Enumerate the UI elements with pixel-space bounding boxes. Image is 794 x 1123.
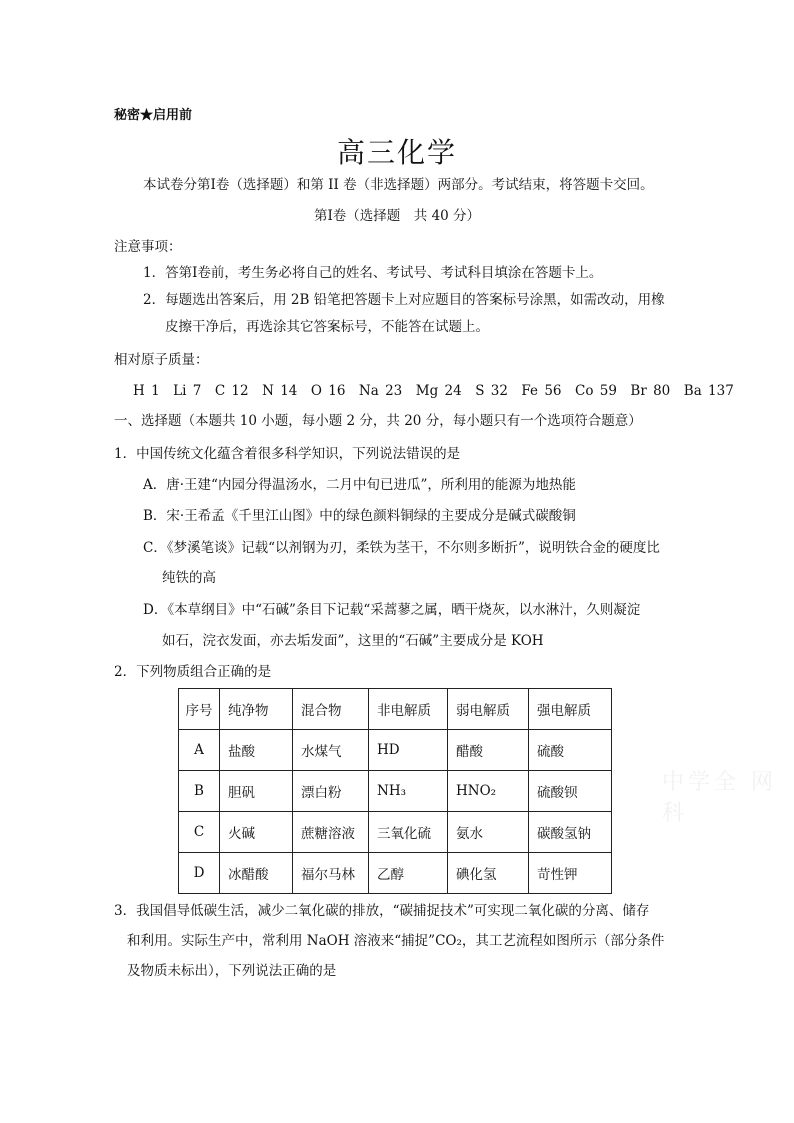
table-cell: NH₃ [369, 771, 448, 812]
notice-heading: 注意事项： [114, 239, 182, 255]
notice-item-1: 1．答第Ⅰ卷前，考生务必将自己的姓名、考试号、考试科目填涂在答题卡上。 [143, 265, 603, 281]
table-cell: 三氧化硫 [369, 812, 448, 853]
table-cell: 硫酸钡 [529, 771, 612, 812]
table-cell: 氨水 [448, 812, 529, 853]
table-header-cell: 弱电解质 [448, 689, 529, 730]
table-cell: 福尔马林 [293, 853, 369, 894]
atomic-mass-heading: 相对原子质量： [114, 352, 209, 368]
table-cell: 苛性钾 [529, 853, 612, 894]
table-header-cell: 非电解质 [369, 689, 448, 730]
table-cell: 水煤气 [293, 730, 369, 771]
table-cell: 冰醋酸 [220, 853, 293, 894]
table-cell: A [179, 730, 220, 771]
question-1-option-d-continued: 如石，浣衣发面，亦去垢发面”，这里的“石碱”主要成分是 KOH [162, 633, 544, 649]
question-3-stem-line-2: 和利用。实际生产中，常利用 NaOH 溶液来“捕捉”CO₂，其工艺流程如图所示（部分条件 [127, 933, 665, 949]
table-cell: 乙醇 [369, 853, 448, 894]
table-cell: B [179, 771, 220, 812]
question-3-stem-line-3: 及物质未标出），下列说法正确的是 [127, 963, 337, 979]
atomic-mass-values: H 1 Li 7 C 12 N 14 O 16 Na 23 Mg 24 S 32 Fe 56 Co 59 Br 80 Ba 137 [133, 383, 734, 399]
notice-item-2: 2．每题选出答案后，用 2B 铅笔把答题卡上对应题目的答案标号涂黑，如需改动，用橡 [143, 292, 665, 308]
table-header-cell: 序号 [179, 689, 220, 730]
question-2-stem: 2．下列物质组合正确的是 [114, 664, 272, 680]
page-title: 高三化学 [336, 136, 457, 169]
table-cell: HNO₂ [448, 771, 529, 812]
question-1-option-a: A．唐·王建“内园分得温汤水，二月中旬已进瓜”，所利用的能源为地热能 [143, 477, 576, 493]
table-cell: 醋酸 [448, 730, 529, 771]
question-1-option-d: D．《本草纲目》中“石碱”条目下记载“采蒿蓼之属，晒干烧灰，以水淋汁，久则凝淀 [143, 602, 641, 618]
question-1-option-b: B．宋·王希孟《千里江山图》中的绿色颜料铜绿的主要成分是碱式碳酸铜 [143, 508, 576, 524]
table-cell: 硫酸 [529, 730, 612, 771]
part-one-heading: 第Ⅰ卷（选择题 共 40 分） [313, 208, 481, 224]
substance-table [178, 688, 612, 894]
table-row [179, 812, 612, 853]
table-row [179, 853, 612, 894]
question-3-stem: 3．我国倡导低碳生活，减少二氧化碳的排放，“碳捕捉技术”可实现二氧化碳的分离、储存 [114, 903, 650, 919]
question-1-option-c-continued: 纯铁的高 [162, 570, 216, 586]
table-cell: HD [369, 730, 448, 771]
table-row [179, 730, 612, 771]
section-one-heading: 一、选择题（本题共 10 小题，每小题 2 分，共 20 分，每小题只有一个选项符合题意） [114, 413, 642, 429]
confidential-label: 秘密★启用前 [114, 108, 193, 123]
table-cell: 胆矾 [220, 771, 293, 812]
table-cell: C [179, 812, 220, 853]
table-cell: D [179, 853, 220, 894]
question-1-option-c: C．《梦溪笔谈》记载“以剂钢为刃，柔铁为茎干，不尔则多断折”，说明铁合金的硬度比 [143, 540, 660, 556]
table-row [179, 771, 612, 812]
table-cell: 蔗糖溶液 [293, 812, 369, 853]
table-header-row [179, 689, 612, 730]
question-1-stem: 1．中国传统文化蕴含着很多科学知识，下列说法错误的是 [114, 446, 461, 462]
intro-text: 本试卷分第Ⅰ卷（选择题）和第 II 卷（非选择题）两部分。考试结束，将答题卡交回。 [143, 177, 654, 193]
table-header-cell: 混合物 [293, 689, 369, 730]
notice-item-2-continued: 皮擦干净后，再选涂其它答案标号，不能答在试题上。 [165, 319, 489, 335]
table-cell: 火碱 [220, 812, 293, 853]
watermark: 中学全 网 科 [662, 770, 777, 826]
table-cell: 碳酸氢钠 [529, 812, 612, 853]
table-cell: 碘化氢 [448, 853, 529, 894]
table-header-cell: 纯净物 [220, 689, 293, 730]
table-cell: 盐酸 [220, 730, 293, 771]
table-header-cell: 强电解质 [529, 689, 612, 730]
table-cell: 漂白粉 [293, 771, 369, 812]
